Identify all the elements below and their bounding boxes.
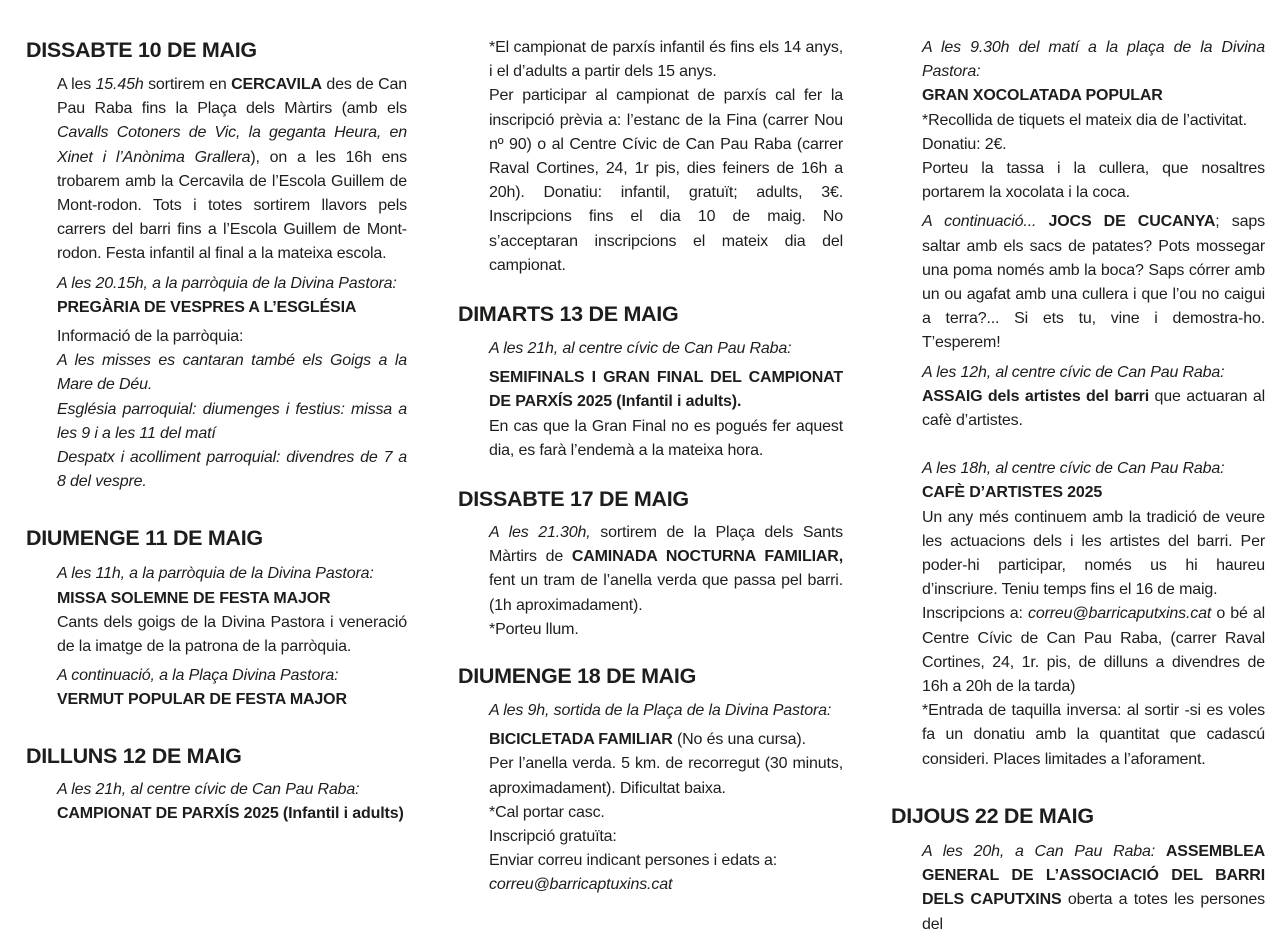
caminada-note: *Porteu llum. [489,620,579,638]
bici-intro: A les 9h, sortida de la Plaça de la Divina Pastora: [489,702,832,720]
column-2 [458,0,843,898]
bici-enviar: Enviar correu indicant persones i edats a: [489,852,778,870]
section-parxis-info [489,36,843,278]
xoc-recollida: *Recollida de tiquets el mateix dia de l’activitat. [922,111,1247,129]
section-dijous-22 [922,840,1265,937]
bici-inscripcio: Inscripció gratuïta: [489,828,617,846]
cafe-intro: A les 18h, al centre cívic de Can Pau Raba: [922,460,1225,478]
heading-dijous-22: DIJOUS 22 DE MAIG [891,803,1094,828]
cucanya-paragraph: A continuació... JOCS DE CUCANYA; saps saltar amb els sacs de patates? Pots mossegar una poma només amb la boca? Saps córrer amb un ou agafat amb una cullera i que l’ou no caigui a terra?... Si ets tu, vine i demostra-ho. T’esperem! [922,213,1265,352]
vespres-intro: A les 20.15h, a la parròquia de la Divina Pastora: [57,274,397,292]
parxis-title: CAMPIONAT DE PARXÍS 2025 (Infantil i adults) [57,804,404,822]
bici-casc: *Cal portar casc. [489,803,605,821]
parroquia-info: Informació de la parròquia: [57,328,244,346]
heading-dissabte-10: DISSABTE 10 DE MAIG [26,38,257,62]
cercavila-title: CERCAVILA [231,76,322,93]
section-dissabte-17 [489,521,843,642]
assemblea-title: ASSEMBLEA GENERAL DE L’ASSOCIACIÓ DEL BARRI DELS CAPUTXINS [922,842,1265,909]
bici-email[interactable]: correu@barricaptuxins.cat [489,876,673,894]
cafe-email[interactable]: correu@barricaputxins.cat [1027,605,1212,623]
vermut-title: VERMUT POPULAR DE FESTA MAJOR [57,691,347,709]
assaig-paragraph: ASSAIG dels artistes del barri que actuaran al cafè d’artistes. [922,387,1265,430]
caminada-paragraph: A les 21.30h, sortirem de la Plaça dels Sants Màrtirs de CAMINADA NOCTURNA FAMILIAR, fent un tram de l’anella verda que passa pel barri. (1h aproximadament). [489,524,843,614]
xoc-donatiu: Donatiu: 2€. [922,135,1007,153]
cafe-title: CAFÈ D’ARTISTES 2025 [922,484,1103,502]
cercavila-paragraph: A les 15.45h sortirem en CERCAVILA des de Can Pau Raba fins la Plaça dels Màrtirs (amb els Cavalls Cotoners de Vic, la geganta Heura, en Xinet i l’Anònima Grallera), on a les 16h ens trobarem amb la Cercavila de l’Escola Guillem de Mont-rodon. Tots i totes sortirem llavors pels carrers del barri fins a l’Escola Guillem de Mont-rodon. Festa infantil al final a la mateixa escola. [57,76,407,263]
assaig-title: ASSAIG dels artistes del barri [922,387,1150,405]
vermut-intro: A continuació, a la Plaça Divina Pastora: [57,667,339,685]
heading-diumenge-18: DIUMENGE 18 DE MAIG [458,664,697,689]
section-xocolatada [922,36,1265,772]
heading-dissabte-17: DISSABTE 17 DE MAIG [458,487,689,512]
caminada-title: CAMINADA NOCTURNA FAMILIAR, [571,548,843,566]
column-1 [26,0,407,826]
xoc-porteu: Porteu la tassa i la cullera, que nosaltres portarem la xocolata i la coca. [922,160,1265,202]
cafe-taquilla: *Entrada de taquilla inversa: al sortir -si es voles fa un donatiu amb la quantitat que cadascú consideri. Places limitades a l’aforament. [922,702,1265,768]
final-title: SEMIFINALS I GRAN FINAL DEL CAMPIONAT DE PARXÍS 2025 (Infantil i adults). [489,369,843,411]
xoc-title: GRAN XOCOLATADA POPULAR [922,87,1163,105]
column-3 [891,0,1265,937]
section-diumenge-18 [489,699,843,898]
final-intro: A les 21h, al centre cívic de Can Pau Raba: [489,340,792,358]
bici-title: BICICLETADA FAMILIAR (No és una cursa). [489,731,806,749]
bici-text: Per l’anella verda. 5 km. de recorregut (30 minuts, aproximadament). Dificultat baixa. [489,755,843,797]
missa-intro: A les 11h, a la parròquia de la Divina Pastora: [57,565,374,583]
assemblea-paragraph: A les 20h, a Can Pau Raba: ASSEMBLEA GENERAL DE L’ASSOCIACIÓ DEL BARRI DELS CAPUTXINS oberta a totes les persones del [922,842,1265,933]
parxis-intro: A les 21h, al centre cívic de Can Pau Raba: [57,780,360,798]
missa-text: Cants dels goigs de la Divina Pastora i veneració de la imatge de la patrona de la parròquia. [57,613,407,656]
parxis-inscripcio: Per participar al campionat de parxís cal fer la inscripció prèvia a: l’estanc de la Fina (carrer Nou nº 90) o al Centre Cívic de Can Pau Raba (carrer Raval Cortines, 24, 1r pis, dies feiners de 16h a 20h). Donatiu: infantil, gratuït; adults, 3€. Inscripcions fins el dia 10 de maig. No s’acceptaran inscripcions el mateix dia del campionat. [489,87,843,274]
cafe-inscripcions: Inscripcions a: correu@barricaputxins.cat o bé al Centre Cívic de Can Pau Raba, (carrer Raval Cortines, 24, 1r. pis, de dilluns a divendres de 16h a 20h de la tarda) [922,605,1265,696]
heading-diumenge-11: DIUMENGE 11 DE MAIG [26,526,263,551]
section-diumenge-11 [57,562,407,712]
cucanya-title: JOCS DE CUCANYA [1048,213,1216,231]
parxis-note: *El campionat de parxís infantil és fins els 14 anys, i el d’adults a partir dels 15 anys. [489,39,843,81]
missa-title: MISSA SOLEMNE DE FESTA MAJOR [57,589,331,607]
parroquia-goigs: A les misses es cantaran també els Goigs a la Mare de Déu. [57,352,407,394]
xoc-intro: A les 9.30h del matí a la plaça de la Divina Pastora: [922,39,1265,81]
section-dimarts-13 [489,337,843,463]
heading-dimarts-13: DIMARTS 13 DE MAIG [458,302,679,327]
cafe-text: Un any més continuem amb la tradició de veure les actuacions dels i les artistes del barri. Per poder-hi participar, només us hi haureu d’inscriure. Teniu temps fins el 16 de maig. [922,508,1265,599]
assaig-intro: A les 12h, al centre cívic de Can Pau Raba: [922,363,1225,381]
section-dilluns-12 [57,778,407,826]
final-text: En cas que la Gran Final no es pogués fer aquest dia, es farà l’endemà a la mateixa hora. [489,417,843,459]
section-dissabte-10 [57,73,407,494]
heading-dilluns-12: DILLUNS 12 DE MAIG [26,743,242,768]
parroquia-despatx: Despatx i acolliment parroquial: divendres de 7 a 8 del vespre. [57,449,407,491]
parroquia-esglesia: Església parroquial: diumenges i festius: missa a les 9 i a les 11 del matí [57,400,407,442]
vespres-title: PREGÀRIA DE VESPRES A L’ESGLÉSIA [57,298,357,316]
